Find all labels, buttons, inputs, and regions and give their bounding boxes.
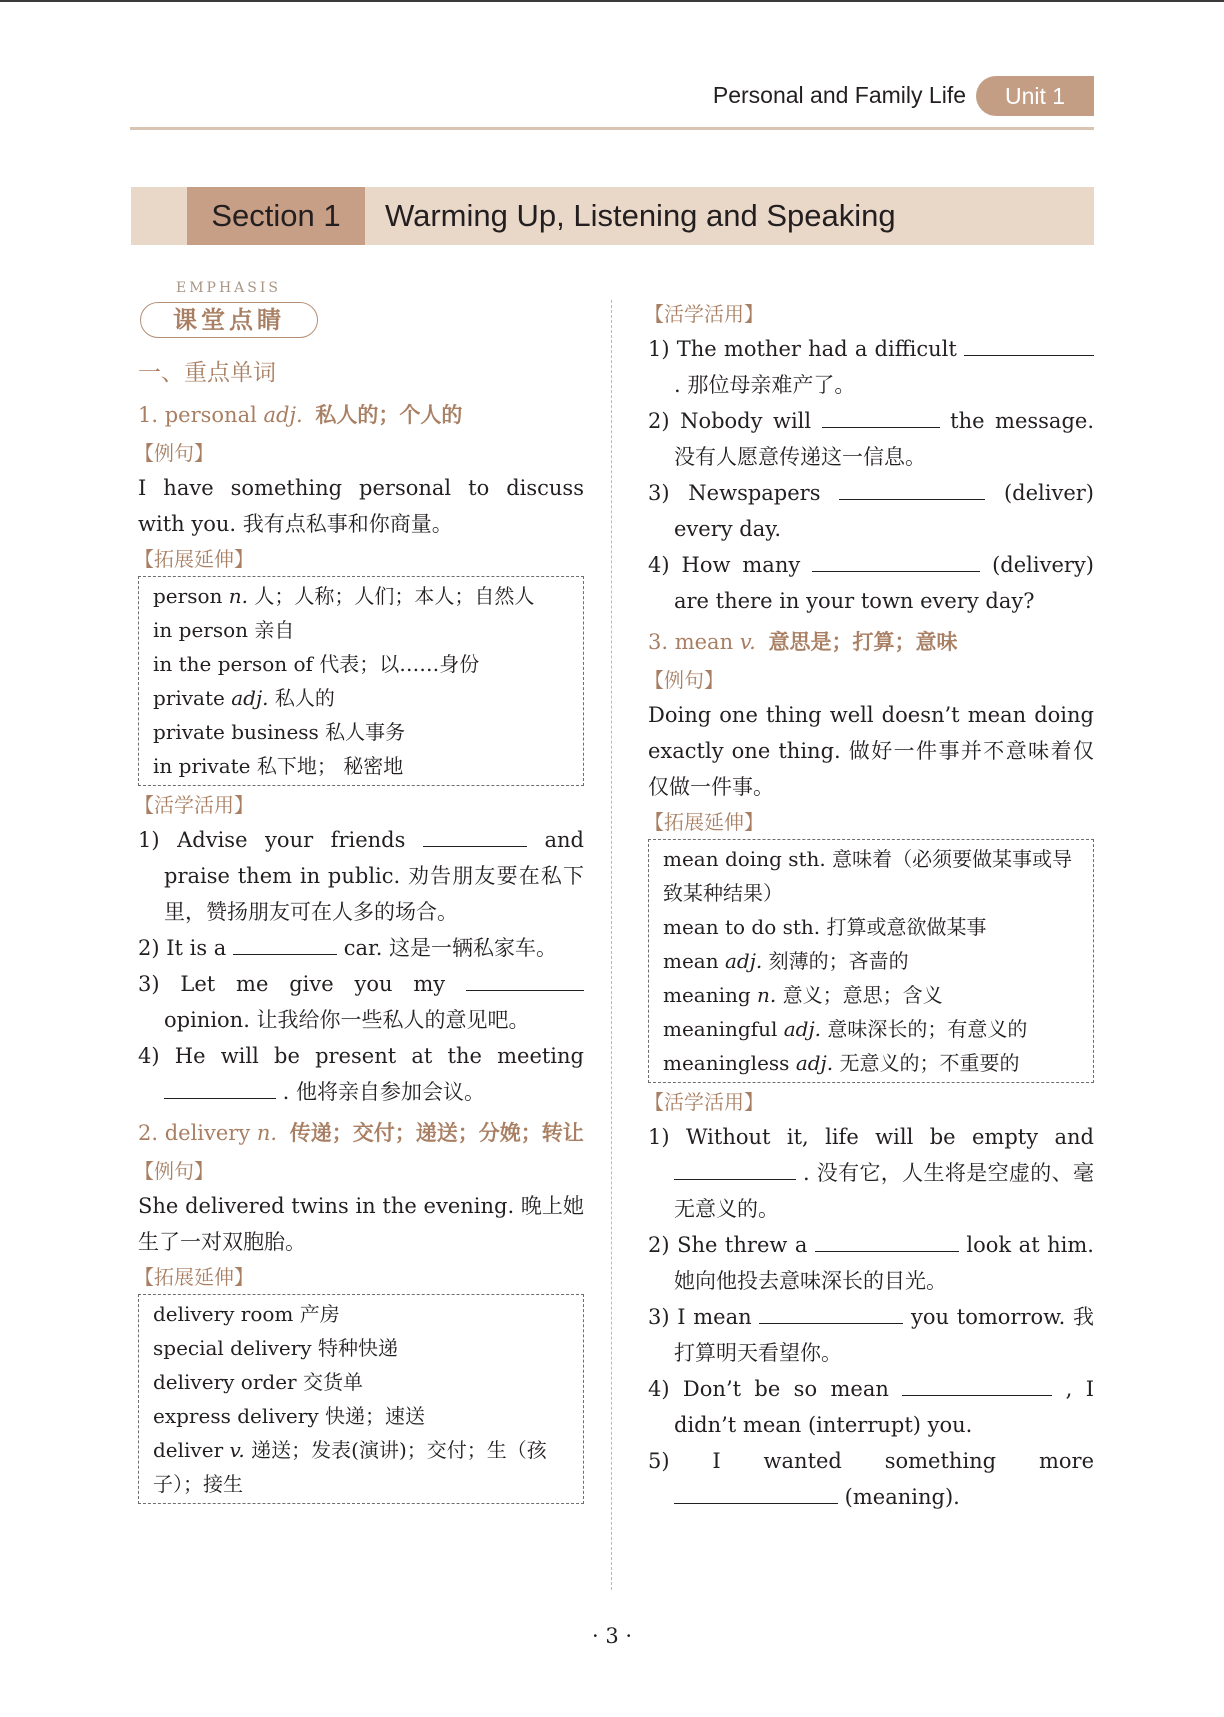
extend-text: person xyxy=(153,584,229,608)
practice-text: . 那位母亲难产了。 xyxy=(674,373,856,397)
practice-item xyxy=(138,822,584,930)
extend-text: express delivery 快递；速送 xyxy=(153,1404,425,1428)
answer-blank[interactable] xyxy=(822,410,940,428)
running-title: Personal and Family Life xyxy=(712,82,966,108)
extend-tag: 【拓展延伸】 xyxy=(644,810,764,834)
extend-text: 人；人称；人们；本人；自然人 xyxy=(248,584,535,608)
word-pos: adj. xyxy=(263,403,303,427)
practice-text: 1) Without it, life will be empty and xyxy=(648,1125,1094,1149)
practice-text: 4) He will be present at the meeting xyxy=(138,1044,584,1068)
practice-item xyxy=(648,1119,1094,1227)
extend-line xyxy=(153,681,571,715)
example-tag: 【例句】 xyxy=(644,668,724,692)
practice-list xyxy=(648,1119,1094,1515)
extend-text: private business 私人事务 xyxy=(153,720,406,744)
extend-line xyxy=(663,842,1081,910)
extend-text: in person 亲自 xyxy=(153,618,295,642)
extend-line xyxy=(153,1433,571,1501)
practice-item xyxy=(648,331,1094,403)
answer-blank[interactable] xyxy=(674,1486,838,1504)
answer-blank[interactable] xyxy=(902,1378,1052,1396)
practice-text: you tomorrow. 我打算明天看望你。 xyxy=(674,1305,1094,1365)
extend-line xyxy=(663,1046,1081,1080)
example-sentence: Doing one thing well doesn’t mean doing exactly one thing. 做好一件事并不意味着仅仅做一件事。 xyxy=(648,703,1094,799)
extend-text: meaningful xyxy=(663,1017,784,1041)
unit-tab: Unit 1 xyxy=(976,76,1094,116)
extend-line xyxy=(153,1331,571,1365)
practice-text: (deliver) every day. xyxy=(674,481,1094,541)
practice-tag: 【活学活用】 xyxy=(134,793,254,817)
practice-text: 3) Newspapers xyxy=(648,481,840,505)
word-meaning: 私人的；个人的 xyxy=(315,402,463,427)
practice-text: (delivery) are there in your town every day? xyxy=(674,553,1094,613)
extend-line xyxy=(153,1399,571,1433)
answer-blank[interactable] xyxy=(466,973,584,991)
practice-text: (meaning). xyxy=(838,1485,960,1509)
top-rule xyxy=(0,0,1224,2)
extend-box xyxy=(138,1294,584,1504)
practice-item xyxy=(648,1371,1094,1443)
answer-blank[interactable] xyxy=(674,1162,796,1180)
practice-list xyxy=(648,331,1094,619)
word-heading xyxy=(138,1112,584,1154)
practice-text: , I didn’t mean (interrupt) you. xyxy=(674,1377,1094,1437)
extend-text: delivery order 交货单 xyxy=(153,1370,363,1394)
extend-text: 意义；意思；含义 xyxy=(776,983,943,1007)
running-header xyxy=(130,76,1094,118)
answer-blank[interactable] xyxy=(839,482,985,500)
practice-item xyxy=(648,1299,1094,1371)
extend-text: in private 私下地； 秘密地 xyxy=(153,754,404,778)
section-number: Section 1 xyxy=(187,187,365,245)
emphasis-badge xyxy=(138,280,584,344)
practice-item xyxy=(138,930,584,966)
extend-pos: v. xyxy=(229,1438,245,1462)
extend-line xyxy=(663,910,1081,944)
section-banner xyxy=(131,187,1094,245)
practice-tag: 【活学活用】 xyxy=(644,1090,764,1114)
practice-item xyxy=(648,1227,1094,1299)
answer-blank[interactable] xyxy=(164,1081,276,1099)
word-heading xyxy=(138,394,584,436)
practice-text: . 他将亲自参加会议。 xyxy=(276,1080,486,1104)
practice-text: . 没有它，人生将是空虚的、毫无意义的。 xyxy=(674,1161,1094,1221)
practice-item xyxy=(648,403,1094,475)
extend-line xyxy=(663,978,1081,1012)
practice-text: 5) I wanted something more xyxy=(648,1449,1094,1473)
word-head: 2. delivery xyxy=(138,1121,251,1145)
practice-text: opinion. 让我给你一些私人的意见吧。 xyxy=(164,1008,530,1032)
extend-line xyxy=(663,1012,1081,1046)
example-sentence: She delivered twins in the evening. 晚上她生了一对双胞胎。 xyxy=(138,1194,584,1254)
extend-pos: adj. xyxy=(724,949,763,973)
extend-line xyxy=(153,749,571,783)
practice-text: 4) Don’t be so mean xyxy=(648,1377,903,1401)
extend-text: 刻薄的；吝啬的 xyxy=(762,949,909,973)
category-heading: 一、重点单词 xyxy=(138,360,276,386)
practice-list xyxy=(138,822,584,1110)
header-rule xyxy=(130,127,1094,130)
word-head: 1. personal xyxy=(138,403,257,427)
extend-text: in the person of 代表；以……身份 xyxy=(153,652,480,676)
example-sentence: I have something personal to discuss with you. 我有点私事和你商量。 xyxy=(138,476,584,536)
extend-text: mean xyxy=(663,949,725,973)
extend-line xyxy=(153,647,571,681)
practice-tag: 【活学活用】 xyxy=(644,302,764,326)
practice-text: 3) I mean xyxy=(648,1305,760,1329)
extend-text: special delivery 特种快递 xyxy=(153,1336,398,1360)
section-title: Warming Up, Listening and Speaking xyxy=(385,198,896,233)
extend-pos: adj. xyxy=(231,686,269,710)
left-column xyxy=(134,280,584,1506)
practice-text: 3) Let me give you my xyxy=(138,972,466,996)
answer-blank[interactable] xyxy=(812,554,980,572)
extend-line xyxy=(153,715,571,749)
practice-text: 1) The mother had a difficult xyxy=(648,337,964,361)
extend-pos: adj. xyxy=(783,1017,822,1041)
extend-text: delivery room 产房 xyxy=(153,1302,340,1326)
right-column xyxy=(644,297,1094,1515)
word-pos: v. xyxy=(739,630,756,654)
extend-text: meaningless xyxy=(663,1051,796,1075)
practice-item xyxy=(648,547,1094,619)
extend-text: 意味深长的；有意义的 xyxy=(821,1017,1028,1041)
extend-line xyxy=(663,944,1081,978)
emphasis-label-zh: 课堂点睛 xyxy=(140,302,318,338)
extend-text: deliver xyxy=(153,1438,230,1462)
practice-item xyxy=(648,475,1094,547)
extend-line xyxy=(153,1365,571,1399)
extend-box xyxy=(138,576,584,786)
practice-item xyxy=(138,1038,584,1110)
answer-blank[interactable] xyxy=(423,829,527,847)
extend-line xyxy=(153,1297,571,1331)
practice-text: look at him. 她向他投去意味深长的目光。 xyxy=(674,1233,1094,1293)
extend-line xyxy=(153,579,571,613)
extend-text: mean to do sth. 打算或意欲做某事 xyxy=(663,915,987,939)
word-head: 3. mean xyxy=(648,630,734,654)
practice-text: the message. 没有人愿意传递这一信息。 xyxy=(674,409,1094,469)
answer-blank[interactable] xyxy=(233,937,337,955)
example-tag: 【例句】 xyxy=(134,1159,214,1183)
practice-item xyxy=(138,966,584,1038)
word-heading xyxy=(648,621,1094,663)
page-number: · 3 · xyxy=(591,1624,633,1648)
practice-text: 2) It is a xyxy=(138,936,234,960)
extend-pos: n. xyxy=(228,584,248,608)
column-divider xyxy=(611,300,612,1590)
emphasis-label-en: EMPHASIS xyxy=(176,280,282,296)
practice-text: 1) Advise your friends xyxy=(138,828,423,852)
extend-box xyxy=(648,839,1094,1083)
practice-text: 2) Nobody will xyxy=(648,409,822,433)
extend-text: meaning xyxy=(663,983,758,1007)
practice-text: and praise them in public. 劝告朋友要在私下里，赞扬朋友可在人多的场合。 xyxy=(164,828,584,924)
extend-tag: 【拓展延伸】 xyxy=(134,1265,254,1289)
extend-text: mean doing sth. 意味着（必须要做某事或导致某种结果） xyxy=(663,847,1073,905)
extend-text: 私人的 xyxy=(268,686,335,710)
extend-text: 递送；发表(演讲)；交付；生（孩子）；接生 xyxy=(153,1438,547,1496)
practice-item xyxy=(648,1443,1094,1515)
extend-pos: adj. xyxy=(795,1051,834,1075)
extend-tag: 【拓展延伸】 xyxy=(134,547,254,571)
extend-text: private xyxy=(153,686,232,710)
practice-text: 4) How many xyxy=(648,553,813,577)
extend-pos: n. xyxy=(757,983,777,1007)
practice-text: 2) She threw a xyxy=(648,1233,815,1257)
example-tag: 【例句】 xyxy=(134,441,214,465)
answer-blank[interactable] xyxy=(815,1234,959,1252)
extend-line xyxy=(153,613,571,647)
word-meaning: 意思是；打算；意味 xyxy=(768,629,958,654)
word-meaning: 传递；交付；递送；分娩；转让 xyxy=(289,1120,584,1145)
word-pos: n. xyxy=(256,1121,278,1145)
answer-blank[interactable] xyxy=(759,1306,903,1324)
practice-text: car. 这是一辆私家车。 xyxy=(337,936,558,960)
answer-blank[interactable] xyxy=(964,338,1094,356)
extend-text: 无意义的；不重要的 xyxy=(833,1051,1020,1075)
